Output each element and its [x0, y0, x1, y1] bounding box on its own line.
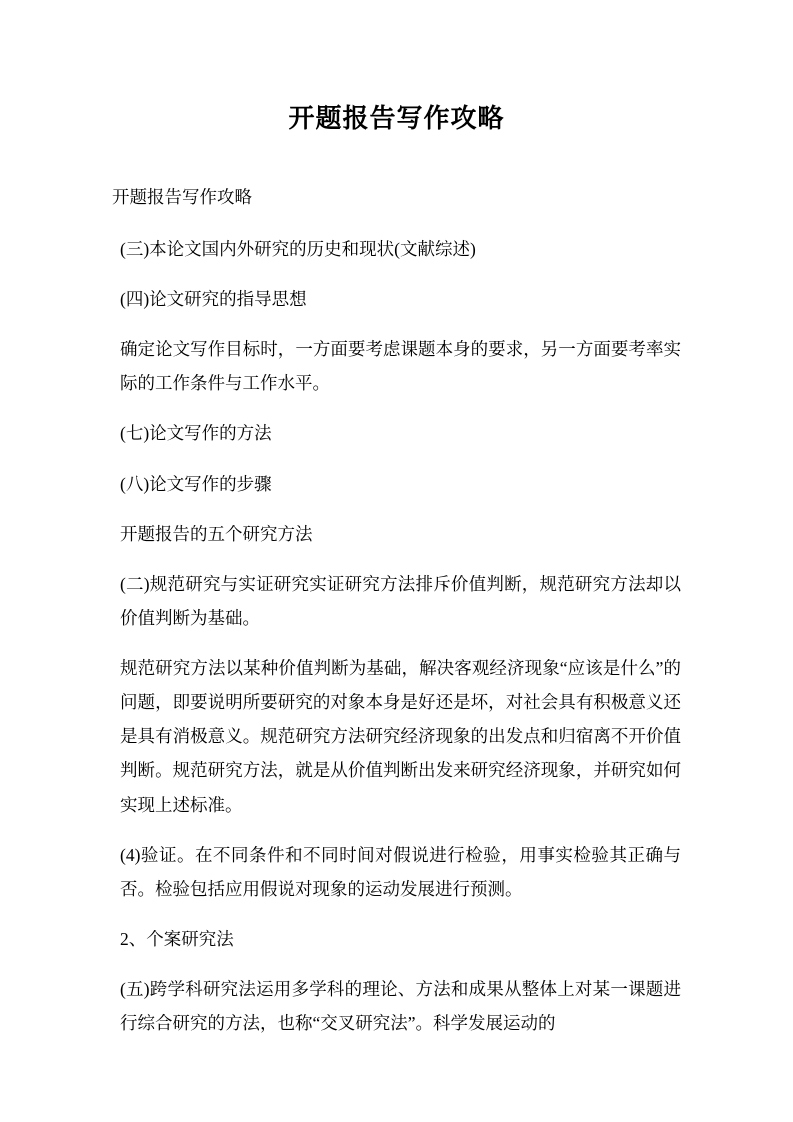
paragraph: 开题报告写作攻略: [112, 186, 252, 207]
paragraph: 规范研究方法以某种价值判断为基础，解决客观经济现象“应该是什么”的问题，即要说明所要研究的对象本身是好还是坏，对社会具有积极意义还是具有消极意义。规范研究方法研究经济现象的出发点和归宿离不开价值判断。规范研究方法，就是从价值判断出发来研究经济现象，并研究如何实现上述标准。: [120, 658, 681, 815]
paragraph: (七)论文写作的方法: [120, 423, 272, 444]
paragraph: (三)本论文国内外研究的历史和现状(文献综述): [120, 238, 476, 259]
paragraph: 开题报告的五个研究方法: [120, 523, 313, 544]
paragraph: (八)论文写作的步骤: [120, 473, 272, 494]
paragraph: (4)验证。在不同条件和不同时间对假说进行检验，用事实检验其正确与否。检验包括应用假说对现象的运动发展进行预测。: [120, 844, 681, 899]
paragraph: (五)跨学科研究法运用多学科的理论、方法和成果从整体上对某一课题进行综合研究的方法，也称“交叉研究法”。科学发展运动的: [120, 979, 681, 1034]
page-title: 开题报告写作攻略: [288, 104, 505, 133]
paragraph: 确定论文写作目标时，一方面要考虑课题本身的要求，另一方面要考率实际的工作条件与工作水平。: [120, 339, 681, 394]
document-body: [112, 180, 681, 1041]
paragraph: (二)规范研究与实证研究实证研究方法排斥价值判断，规范研究方法却以价值判断为基础。: [120, 573, 681, 628]
paragraph: (四)论文研究的指导思想: [120, 289, 307, 310]
paragraph: 2、个案研究法: [120, 928, 234, 949]
